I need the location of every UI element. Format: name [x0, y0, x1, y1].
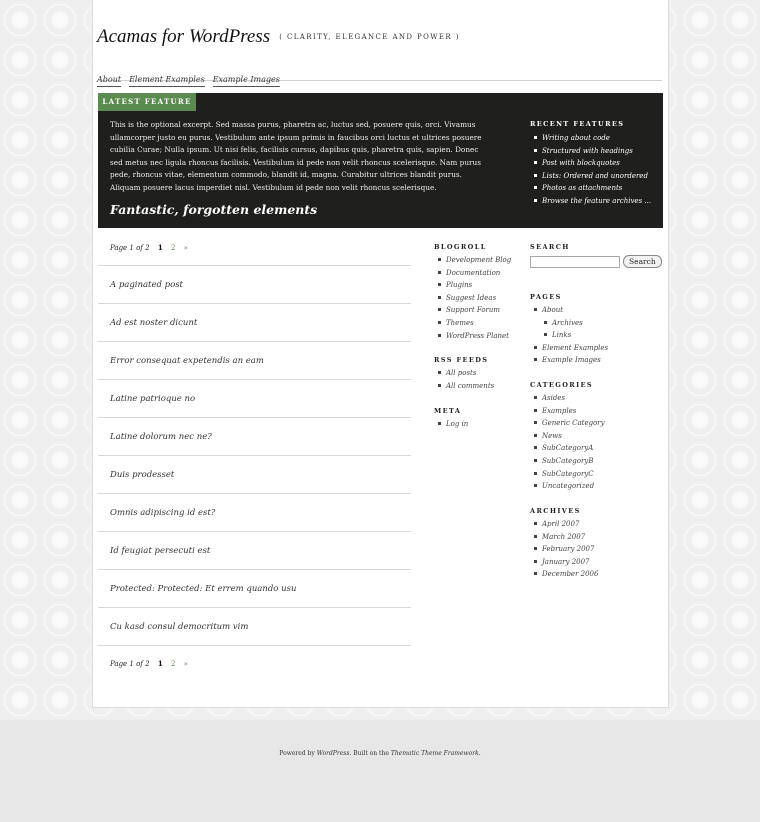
post-title[interactable]: Error consequat expetendis an eam: [98, 342, 411, 380]
featured-excerpt: This is the optional excerpt. Sed massa purus, pharetra ac, luctus sed, posuere quis, orci. Vivamus ullamcorper justo eu purus. Vestibulum ante ipsum primis in faucibus orci luctus et ultrices posuere cubilia Curae; Nulla ipsum. Ut nisi felis, facilisis cursus, dapibus quis, pharetra quis, sapien. Donec sed metus nec ligula rhoncus facilisis. Vestibulum id pede non velit rhoncus scelerisque. Nam purus pede, rhoncus vitae, elementum commodo, blandit id, magna. Curabitur ultrices blandit purus. Aliquam posuere lacus imperdiet nisl. Vestibulum id pede non velit rhoncus scelerisque.: [110, 120, 482, 192]
rss-widget: [434, 356, 494, 392]
post-title[interactable]: Latine dolorum nec ne?: [98, 418, 411, 456]
footer-credit: [0, 750, 760, 757]
post-title[interactable]: Ad est noster dicunt: [98, 304, 411, 342]
blogroll-link[interactable]: Support Forum: [434, 304, 511, 317]
post-title[interactable]: Protected: Protected: Et errem quando usu: [98, 570, 411, 608]
meta-login-link[interactable]: Log in: [434, 418, 468, 431]
search-widget: [530, 243, 662, 268]
footer-built-on: . Built on the: [349, 750, 389, 757]
footer-end: .: [478, 750, 481, 757]
post-title[interactable]: Latine patrioque no: [98, 380, 411, 418]
archive-link[interactable]: April 2007: [530, 518, 598, 531]
page-link-element-examples[interactable]: Element Examples: [530, 342, 608, 355]
archives-heading: ARCHIVES: [530, 507, 581, 515]
blogroll-link[interactable]: Plugins: [434, 279, 511, 292]
categories-heading: CATEGORIES: [530, 381, 593, 389]
pagination-current: 1: [157, 659, 163, 668]
category-link[interactable]: SubCategoryA: [530, 442, 605, 455]
search-input[interactable]: [530, 256, 620, 268]
recent-feature-item[interactable]: Writing about code: [530, 132, 660, 145]
blogroll-link[interactable]: Themes: [434, 317, 511, 330]
pagination-next[interactable]: »: [183, 660, 188, 668]
search-heading: SEARCH: [530, 243, 570, 251]
post-title[interactable]: Omnis adipiscing id est?: [98, 494, 411, 532]
pagination-label: Page 1 of 2: [110, 244, 150, 252]
pagination-next[interactable]: »: [183, 244, 188, 252]
site-title[interactable]: Acamas for WordPress: [97, 26, 271, 47]
pages-heading: PAGES: [530, 293, 562, 301]
latest-feature-label: LATEST FEATURE: [98, 93, 196, 111]
recent-feature-item[interactable]: Photos as attachments: [530, 182, 660, 195]
page-link-example-images[interactable]: Example Images: [530, 354, 608, 367]
main-nav: [97, 67, 662, 84]
category-link[interactable]: SubCategoryB: [530, 455, 605, 468]
footer-thematic-link[interactable]: Thematic Theme Framework: [390, 750, 479, 757]
site-footer: [0, 720, 760, 822]
archives-widget: [530, 507, 598, 581]
blogroll-link[interactable]: WordPress Planet: [434, 330, 511, 343]
pagination-page-2[interactable]: 2: [170, 660, 176, 668]
rss-heading: RSS FEEDS: [434, 356, 489, 364]
rss-link[interactable]: All comments: [434, 380, 494, 393]
meta-heading: META: [434, 407, 462, 415]
footer-wordpress-link[interactable]: WordPress: [316, 750, 350, 757]
pages-widget: [530, 293, 608, 367]
pagination-bottom: [110, 659, 188, 668]
page-link-archives[interactable]: Archives: [530, 317, 608, 330]
recent-features: [530, 120, 660, 208]
featured-title[interactable]: Fantastic, forgotten elements: [110, 202, 318, 217]
page-link-about[interactable]: About: [530, 304, 608, 317]
blogroll-widget: [434, 243, 511, 342]
pagination-current: 1: [157, 243, 163, 252]
rss-link[interactable]: All posts: [434, 367, 494, 380]
blogroll-link[interactable]: Suggest Ideas: [434, 292, 511, 305]
category-link[interactable]: Examples: [530, 405, 605, 418]
recent-feature-item[interactable]: Post with blockquotes: [530, 157, 660, 170]
post-title[interactable]: Id feugiat persecuti est: [98, 532, 411, 570]
pagination-top: [110, 243, 188, 252]
recent-features-heading: RECENT FEATURES: [530, 120, 625, 128]
recent-feature-item[interactable]: Structured with headings: [530, 145, 660, 158]
page-link-links[interactable]: Links: [530, 329, 608, 342]
pagination-label: Page 1 of 2: [110, 660, 150, 668]
blogroll-link[interactable]: Development Blog: [434, 254, 511, 267]
post-title[interactable]: Duis prodesset: [98, 456, 411, 494]
archive-link[interactable]: February 2007: [530, 543, 598, 556]
pagination-page-2[interactable]: 2: [170, 244, 176, 252]
blogroll-heading: BLOGROLL: [434, 243, 487, 251]
category-link[interactable]: Asides: [530, 392, 605, 405]
category-link[interactable]: SubCategoryC: [530, 468, 605, 481]
nav-example-images[interactable]: Example Images: [213, 75, 280, 87]
meta-widget: [434, 407, 468, 431]
archive-link[interactable]: March 2007: [530, 531, 598, 544]
categories-widget: [530, 381, 605, 493]
footer-powered-by: Powered by: [279, 750, 315, 757]
nav-element-examples[interactable]: Element Examples: [129, 75, 205, 87]
blogroll-link[interactable]: Documentation: [434, 267, 511, 280]
category-link[interactable]: News: [530, 430, 605, 443]
archive-link[interactable]: January 2007: [530, 556, 598, 569]
recent-feature-item[interactable]: Browse the feature archives ...: [530, 195, 660, 208]
archive-link[interactable]: December 2006: [530, 568, 598, 581]
post-title[interactable]: Cu kasd consul democritum vim: [98, 608, 411, 646]
branding: [97, 26, 460, 48]
nav-about[interactable]: About: [97, 75, 121, 87]
category-link[interactable]: Generic Category: [530, 417, 605, 430]
post-list: [98, 265, 411, 646]
category-link[interactable]: Uncategorized: [530, 480, 605, 493]
page-container: [92, 0, 669, 708]
post-title[interactable]: A paginated post: [98, 266, 411, 304]
site-description: ( CLARITY, ELEGANCE AND POWER ): [279, 33, 460, 41]
recent-feature-item[interactable]: Lists: Ordered and unordered: [530, 170, 660, 183]
featured-panel: [98, 93, 663, 228]
search-button[interactable]: Search: [623, 255, 662, 268]
